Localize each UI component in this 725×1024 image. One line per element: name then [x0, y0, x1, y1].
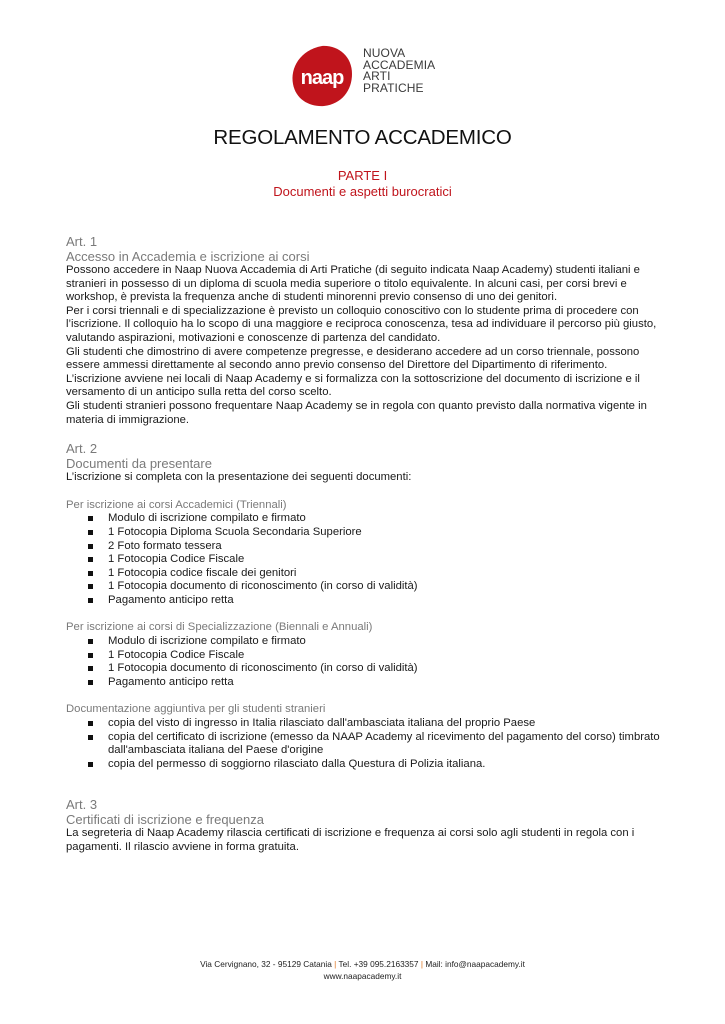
square-bullet-icon	[88, 571, 93, 576]
section-subheading: Per iscrizione ai corsi Accademici (Triennali)	[66, 498, 287, 511]
list-item	[66, 580, 666, 594]
square-bullet-icon	[88, 584, 93, 589]
logo-mark-text: naap	[300, 67, 344, 89]
article-title: Documenti da presentare	[66, 456, 212, 472]
square-bullet-icon	[88, 516, 93, 521]
square-bullet-icon	[88, 735, 93, 740]
list-item	[66, 526, 666, 540]
logo-line: ARTI	[363, 69, 391, 83]
document-list	[66, 635, 666, 689]
document-title: REGOLAMENTO ACCADEMICO	[213, 126, 512, 149]
list-item	[66, 717, 666, 731]
paragraph: La segreteria di Naap Academy rilascia certificati di iscrizione e frequenza ai corsi solo agli studenti in regola con i pagamenti. Il rilascio avviene in forma gratuita.	[66, 827, 635, 853]
square-bullet-icon	[88, 666, 93, 671]
list-item	[66, 540, 666, 554]
list-item-text: Pagamento anticipo retta	[108, 593, 234, 606]
footer-address: Via Cervignano, 32 - 95129 Catania	[200, 959, 332, 969]
footer-phone: Tel. +39 095.2163357	[338, 959, 419, 969]
square-bullet-icon	[88, 721, 93, 726]
logo-line: PRATICHE	[363, 80, 424, 95]
footer-website: www.naapacademy.it	[323, 971, 402, 981]
list-item-text: Modulo di iscrizione compilato e firmato	[108, 635, 306, 648]
paragraph: Gli studenti che dimostrino di avere competenze pregresse, e desiderano accedere ad un corso triennale, possono essere ammessi direttamente al secondo anno previo consenso del Direttore del Dipartimento di riferimento.	[66, 345, 640, 372]
document-list	[66, 512, 666, 607]
article-1	[66, 234, 666, 427]
list-item	[66, 594, 666, 608]
list-item-text: 1 Fotocopia documento di riconoscimento (in corso di validità)	[108, 662, 418, 675]
square-bullet-icon	[88, 557, 93, 562]
list-item	[66, 649, 666, 663]
paragraph: L’iscrizione si completa con la presentazione dei seguenti documenti:	[66, 471, 412, 484]
paragraph: Possono accedere in Naap Nuova Accademia di Arti Pratiche (di seguito indicata Naap Academy) studenti italiani e stranieri in possesso di un diploma di scuola media superiore o titolo equivalente. In alcuni casi, per corsi brevi e workshop, è prevista la frequenza anche di studenti minorenni previo consenso di uno dei genitori.	[66, 264, 640, 304]
list-item	[66, 662, 666, 676]
list-item-text: 1 Fotocopia Diploma Scuola Secondaria Superiore	[108, 525, 362, 538]
article-title: Certificati di iscrizione e frequenza	[66, 812, 264, 828]
section-subheading: Per iscrizione ai corsi di Specializzazione (Biennali e Annuali)	[66, 621, 373, 634]
part-subtitle: Documenti e aspetti burocratici	[273, 184, 452, 199]
list-item-text: 2 Foto formato tessera	[108, 539, 222, 552]
paragraph: L’iscrizione avviene nei locali di Naap Academy e si formalizza con la sottoscrizione del documento di iscrizione e il versamento di un anticipo sulla retta del corso scelto.	[66, 372, 640, 399]
logo-line: NUOVA	[363, 46, 406, 60]
list-item-text: copia del visto di ingresso in Italia rilasciato dall'ambasciata italiana del proprio Paese	[108, 717, 536, 730]
paragraph: Per i corsi triennali e di specializzazione è previsto un colloquio conoscitivo con lo studente prima di procedere con l’iscrizione. Il colloquio ha lo scopo di una maggiore e reciproca conoscenza, tesa ad individuare il percorso più giusto, valutando aspirazioni, motivazioni e conoscenze di partenza del candidato.	[66, 304, 657, 344]
footer-separator: |	[420, 959, 423, 969]
list-item	[66, 512, 666, 526]
section-subheading: Documentazione aggiuntiva per gli studenti stranieri	[66, 703, 326, 716]
square-bullet-icon	[88, 639, 93, 644]
page-footer	[0, 958, 725, 982]
list-item	[66, 758, 666, 772]
list-item	[66, 676, 666, 690]
article-2	[66, 441, 666, 771]
part-label: PARTE I	[337, 168, 388, 183]
document-list	[66, 717, 666, 771]
footer-separator: |	[334, 959, 337, 969]
article-3	[66, 797, 666, 854]
list-item	[66, 635, 666, 649]
list-item-text: Pagamento anticipo retta	[108, 675, 234, 688]
article-title: Accesso in Accademia e iscrizione ai corsi	[66, 249, 310, 264]
footer-mail: Mail: info@naapacademy.it	[425, 959, 525, 969]
naap-logo	[290, 44, 460, 106]
list-item-text: 1 Fotocopia documento di riconoscimento (in corso di validità)	[108, 580, 418, 593]
document-body	[66, 234, 666, 855]
square-bullet-icon	[88, 544, 93, 549]
article-number: Art. 2	[66, 441, 98, 457]
square-bullet-icon	[88, 598, 93, 603]
list-item-text: copia del permesso di soggiorno rilasciato dalla Questura di Polizia italiana.	[108, 757, 486, 770]
article-number: Art. 1	[66, 234, 98, 249]
naap-logo-mark-icon	[290, 44, 354, 108]
square-bullet-icon	[88, 762, 93, 767]
list-item-text: 1 Fotocopia Codice Fiscale	[108, 553, 245, 566]
square-bullet-icon	[88, 530, 93, 535]
logo-wordmark	[363, 48, 435, 94]
logo-line: ACCADEMIA	[363, 57, 436, 72]
list-item-text: Modulo di iscrizione compilato e firmato	[108, 512, 306, 525]
paragraph: Gli studenti stranieri possono frequentare Naap Academy se in regola con quanto previsto dalla normativa vigente in materia di immigrazione.	[66, 399, 647, 426]
square-bullet-icon	[88, 680, 93, 685]
list-item	[66, 567, 666, 581]
square-bullet-icon	[88, 653, 93, 658]
list-item	[66, 553, 666, 567]
list-item-text: 1 Fotocopia Codice Fiscale	[108, 648, 245, 661]
list-item-text: copia del certificato di iscrizione (emesso da NAAP Academy al ricevimento del pagamento del corso) timbrato dall'ambasciata italiana del Paese d'origine	[108, 730, 660, 757]
list-item	[66, 731, 666, 758]
list-item-text: 1 Fotocopia codice fiscale dei genitori	[108, 566, 297, 579]
footer-contact-line	[0, 958, 725, 970]
article-number: Art. 3	[66, 797, 98, 813]
